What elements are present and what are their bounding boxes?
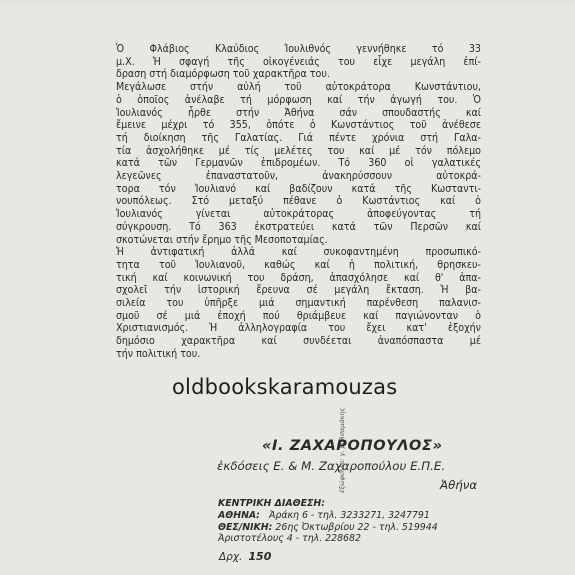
blurb-line: τική καί κοινωνική του δράση, ἀπασχόλησε καί θ' ἀπα-	[116, 271, 481, 284]
blurb-line: Χριστιανισμός. Ἡ ἀλληλογραφία του ἔχει κατ' ἐξοχήν	[116, 322, 481, 335]
blurb-line: Ἰουλιανός γίνεται αὐτοκράτορας ἀποφεύγοντας τή	[116, 208, 481, 221]
thessaloniki-label: ΘΕΣ/ΝΙΚΗ:	[218, 521, 273, 533]
blurb-line: Ἰουλιανός ἦρθε στήν Ἀθήνα σάν σπουδαστής καί	[116, 106, 481, 119]
blurb-line: κατά τῶν Γερμανῶν ἐπιδρομέων. Τό 360 οἱ γαλατικές	[116, 157, 481, 170]
blurb-line: σύγκρουση. Τό 363 ἐκστρατεύει κατά τῶν Περσῶν καί	[116, 220, 481, 233]
blurb-line: Μεγάλωσε στήν αὐλή τοῦ αὐτοκράτορα Κωνστάντιου,	[116, 81, 481, 94]
publisher-city: Ἀθήνα	[440, 478, 478, 492]
distribution-header: ΚΕΝΤΡΙΚΗ ΔΙΑΘΕΣΗ:	[218, 498, 326, 509]
blurb-line: τητα τοῦ Ἰουλιανοῦ, καθώς καί ἡ πολιτική, θρησκευ-	[116, 258, 481, 271]
price-label: Δρχ.	[219, 551, 243, 563]
blurb-line: μ.Χ. Ἡ σφαγή τῆς οἰκογένειάς του εἶχε μεγάλη ἐπί-	[116, 55, 481, 68]
watermark-text: oldbookskaramouzas	[172, 375, 398, 399]
blurb-line: Ὁ Φλάβιος Κλαύδιος Ἰουλιθνός γεννήθηκε τό 33	[116, 43, 481, 55]
blurb-line: τή διοίκηση τῆς Γαλατίας. Γιά πέντε χρόνια στή Γαλα-	[116, 131, 481, 144]
blurb-line: τορα τόν Ἰουλιανό καί βαδίζουν κατά τῆς Κωσταντι-	[116, 182, 481, 195]
blurb-line: σμοῦ σέ μιά ἐποχή πού θριάμβευε καί παγιώνονταν ὁ	[116, 309, 481, 322]
blurb-line: σκοτώνεται στήν ἔρημο τῆς Μεσοποταμίας.	[116, 233, 328, 246]
distribution-block	[218, 498, 518, 545]
page-shadow	[0, 0, 575, 12]
blurb-line: νουπόλεως. Στό μεταξύ πέθανε ὁ Κωστάντιος καί ὁ	[116, 195, 481, 208]
blurb-line: Ἡ ἀντιφατική ἀλλά καί συκοφαντημένη προσωπικό-	[116, 246, 481, 259]
blurb-line: λεγεῶνες ἐπαναστατοῦν, ἀνακηρύσσουν αὐτοκρά-	[116, 170, 481, 183]
blurb-line: ὁ ὁποῖος ἀνέλαβε τή μόρφωση καί τήν ἀγωγή του. Ὁ	[116, 93, 481, 106]
blurb-text	[116, 43, 481, 361]
price-value: 150	[248, 550, 272, 563]
blurb-line: σχολεῖ τήν ἱστορική ἔρευνα σέ μεγάλη ἔκταση. Ἡ βα-	[116, 284, 481, 297]
thessaloniki-address-2: Ἀριστοτέλους 4 - τηλ. 228682	[218, 533, 361, 545]
thessaloniki-address: 26ης Ὀκτωβρίου 22 - τηλ. 519944	[275, 521, 438, 533]
blurb-line: δραση στή διαμόρφωση τοῦ χαρακτῆρα του.	[116, 68, 330, 81]
cover-credit: ἐξώφυλλο: γ. βαλσαμάκης	[338, 407, 346, 493]
athens-label: ΑΘΗΝΑ:	[218, 509, 260, 521]
publisher-name: «Ι. ΖΑΧΑΡΟΠΟΥΛΟΣ»	[262, 438, 443, 454]
blurb-line: σιλεία του ὑπῆρξε μιά σημαντική παρένθεση παλανισ-	[116, 297, 481, 310]
blurb-line: τήν πολιτική του.	[116, 347, 201, 360]
athens-address: Ἀράκη 6 - τηλ. 3233271, 3247791	[268, 509, 430, 521]
price	[219, 550, 271, 563]
blurb-line: δημόσιο χαρακτῆρα καί συνδέεται ἀναπόσπαστα μέ	[116, 335, 481, 348]
publisher-editions: ἐκδόσεις Ε. & Μ. Ζαχαροπούλου Ε.Π.Ε.	[217, 459, 446, 473]
blurb-line: τία ἀσχολήθηκε μέ τίς μελέτες του καί μέ τόν πόλεμο	[116, 144, 481, 157]
blurb-line: ἔμεινε μέχρι τό 355, ὁπότε ὁ Κωνστάντιος τοῦ ἀνέθεσε	[116, 119, 481, 132]
